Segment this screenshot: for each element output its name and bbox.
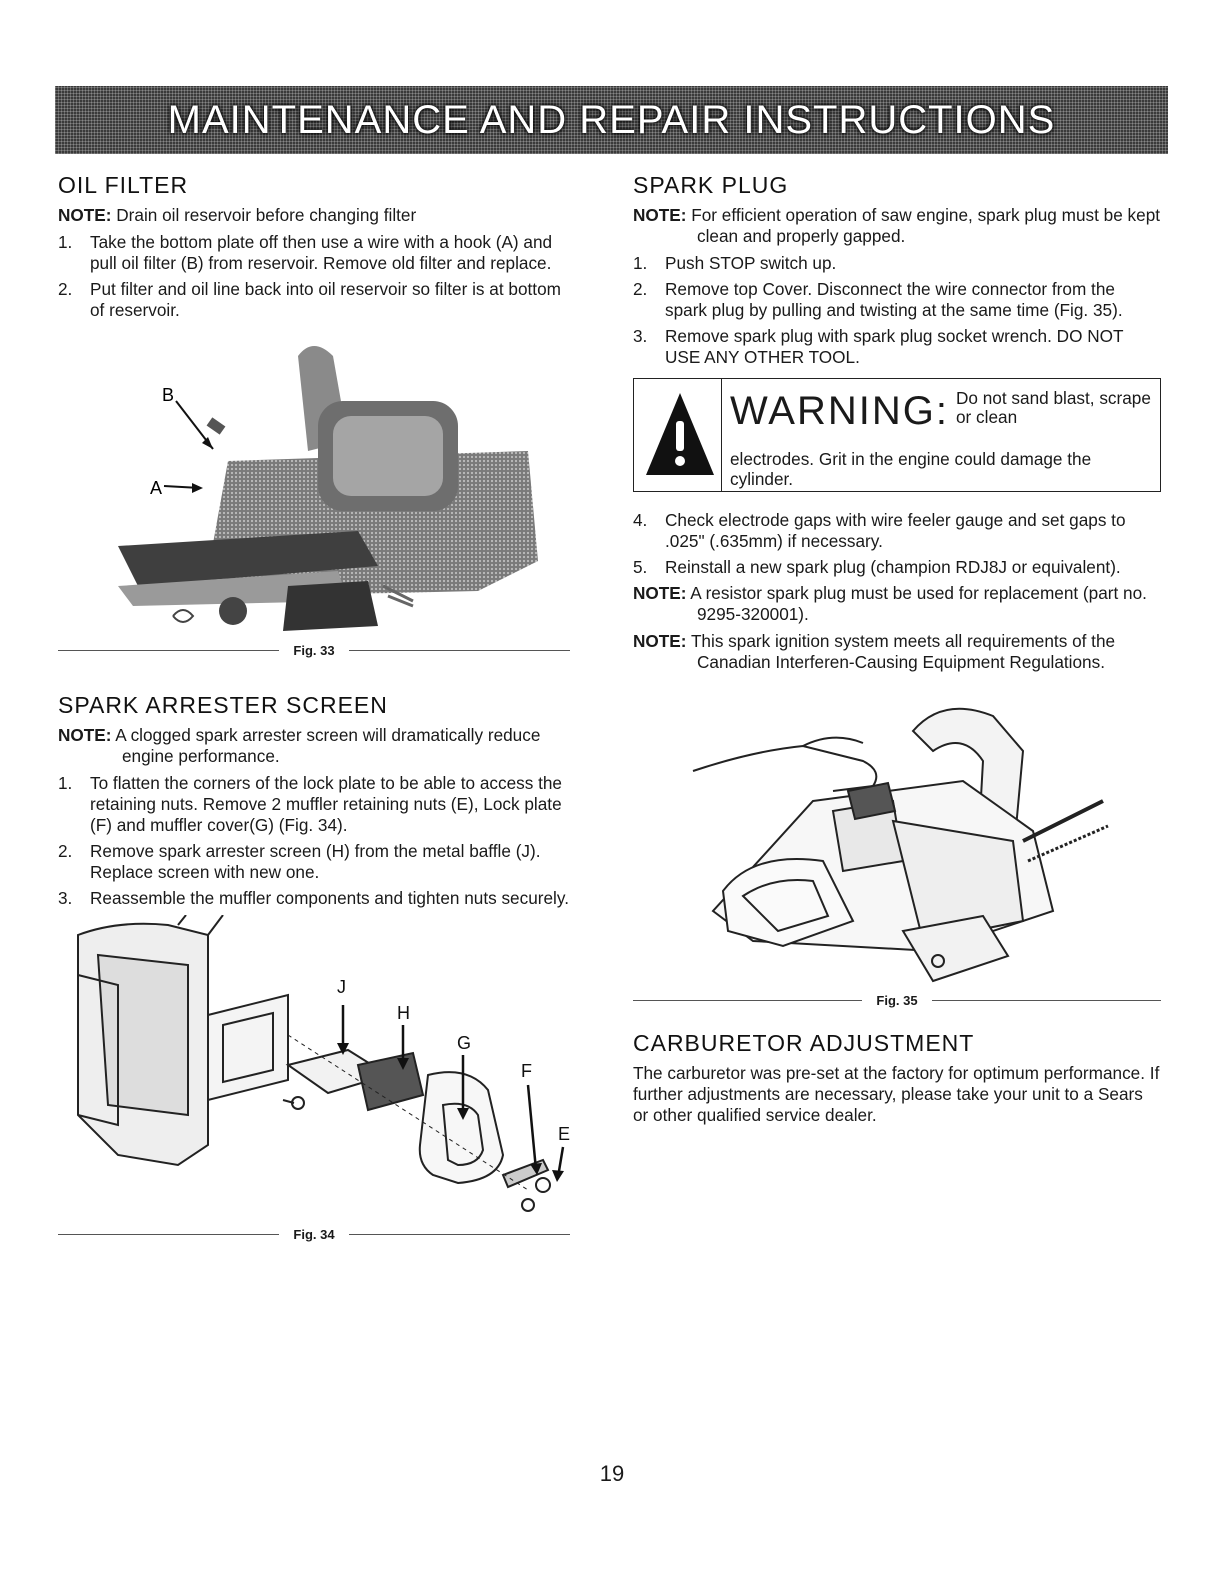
spark-plug-step — [633, 253, 1161, 274]
step-text: To flatten the corners of the lock plate to be able to access the retaining nuts. Remove 2 muffler retaining nuts (E), Lock plate (F) and muffler cover(G) (Fig. 34). — [90, 773, 562, 835]
page-banner — [55, 86, 1168, 154]
callout-f: F — [521, 1061, 532, 1081]
spark-plug-title: SPARK PLUG — [633, 172, 789, 198]
warning-triangle-icon — [644, 387, 716, 481]
figure-33 — [58, 331, 570, 641]
step-number: 2. — [58, 841, 73, 861]
callout-e: E — [558, 1124, 570, 1144]
note-text: For efficient operation of saw engine, spark plug must be kept clean and properly gapped. — [691, 205, 1161, 246]
spark-arrester-note — [58, 725, 570, 767]
oil-filter-title: OIL FILTER — [58, 172, 189, 198]
callout-b: B — [162, 385, 175, 405]
spark-plug-note — [633, 631, 1161, 673]
callout-g: G — [457, 1033, 472, 1053]
note-label: NOTE: — [58, 205, 112, 225]
caption-rule — [932, 1000, 1161, 1001]
step-number: 5. — [633, 557, 648, 577]
spark-plug-step — [633, 326, 1161, 368]
note-label: NOTE: — [633, 205, 687, 225]
caption-label: Fig. 35 — [876, 993, 918, 1008]
step-text: Check electrode gaps with wire feeler gauge and set gaps to .025" (.635mm) if necessary. — [665, 510, 1126, 551]
spark-arrester-section — [58, 692, 570, 1242]
carburetor-section — [633, 1030, 1161, 1126]
warning-heading: WARNING: — [730, 389, 949, 433]
spark-plug-note — [633, 205, 1161, 247]
spark-arrester-step — [58, 841, 570, 883]
note-text: This spark ignition system meets all requirements of the Canadian Interferen-Causing Equipment Regulations. — [690, 631, 1116, 672]
carburetor-title: CARBURETOR ADJUSTMENT — [633, 1030, 975, 1056]
banner-title: MAINTENANCE AND REPAIR INSTRUCTIONS — [167, 97, 1056, 142]
oil-filter-section — [58, 172, 570, 658]
figure-33-caption — [58, 643, 570, 658]
muffler-exploded-diagram — [58, 915, 570, 1225]
step-number: 3. — [58, 888, 73, 908]
caption-label: Fig. 33 — [293, 643, 335, 658]
note-label: NOTE: — [633, 631, 687, 651]
spark-arrester-step — [58, 888, 570, 909]
spark-plug-step — [633, 557, 1161, 578]
step-number: 4. — [633, 510, 648, 530]
figure-34-caption — [58, 1227, 570, 1242]
left-column — [58, 172, 570, 1242]
right-column — [633, 172, 1161, 1131]
callout-h: H — [397, 1003, 410, 1023]
note-text: Drain oil reservoir before changing filter — [116, 205, 417, 225]
step-number: 1. — [58, 773, 73, 793]
step-text: Reinstall a new spark plug (champion RDJ8J or equivalent). — [665, 557, 1121, 577]
spark-plug-step — [633, 279, 1161, 321]
spark-arrester-step — [58, 773, 570, 836]
spark-plug-step — [633, 510, 1161, 552]
warning-text-bottom: electrodes. Grit in the engine could damage the cylinder. — [730, 449, 1092, 489]
step-number: 2. — [58, 279, 73, 299]
warning-box — [633, 378, 1161, 492]
oil-filter-photo — [58, 331, 570, 641]
note-label: NOTE: — [633, 583, 687, 603]
step-text: Remove spark arrester screen (H) from the metal baffle (J). Replace screen with new one. — [90, 841, 541, 882]
step-text: Push STOP switch up. — [665, 253, 837, 273]
callout-a: A — [150, 478, 163, 498]
carburetor-text: The carburetor was pre-set at the factory for optimum performance. If further adjustments are necessary, please take your unit to a Sears or other qualified service dealer. — [633, 1063, 1160, 1125]
figure-35-caption — [633, 993, 1161, 1008]
callout-j: J — [337, 977, 346, 997]
caption-rule — [58, 1234, 279, 1235]
caption-rule — [58, 650, 279, 651]
warning-divider — [721, 379, 722, 491]
page-number: 19 — [599, 1461, 625, 1486]
caption-rule — [349, 650, 570, 651]
note-text: A clogged spark arrester screen will dramatically reduce engine performance. — [115, 725, 541, 766]
warning-text-top: Do not sand blast, scrape or clean — [956, 388, 1151, 427]
oil-filter-step — [58, 232, 570, 274]
step-text: Take the bottom plate off then use a wire with a hook (A) and pull oil filter (B) from reservoir. Remove old filter and replace. — [90, 232, 553, 273]
oil-filter-step — [58, 279, 570, 321]
spark-plug-diagram — [633, 691, 1161, 991]
step-text: Reassemble the muffler components and tighten nuts securely. — [90, 888, 569, 908]
step-number: 3. — [633, 326, 648, 346]
spark-plug-note — [633, 583, 1161, 625]
step-number: 1. — [58, 232, 73, 252]
step-text: Remove top Cover. Disconnect the wire connector from the spark plug by pulling and twisting at the same time (Fig. 35). — [665, 279, 1123, 320]
note-text: A resistor spark plug must be used for replacement (part no. 9295-320001). — [690, 583, 1147, 624]
note-label: NOTE: — [58, 725, 112, 745]
step-text: Put filter and oil line back into oil reservoir so filter is at bottom of reservoir. — [90, 279, 561, 320]
oil-filter-note — [58, 205, 570, 226]
caption-rule — [633, 1000, 862, 1001]
caption-label: Fig. 34 — [293, 1227, 335, 1242]
step-text: Remove spark plug with spark plug socket wrench. DO NOT USE ANY OTHER TOOL. — [665, 326, 1124, 367]
spark-plug-section — [633, 172, 1161, 1008]
step-number: 2. — [633, 279, 648, 299]
step-number: 1. — [633, 253, 648, 273]
figure-35 — [633, 691, 1161, 991]
figure-34 — [58, 915, 570, 1225]
caption-rule — [349, 1234, 570, 1235]
spark-arrester-title: SPARK ARRESTER SCREEN — [58, 692, 388, 718]
